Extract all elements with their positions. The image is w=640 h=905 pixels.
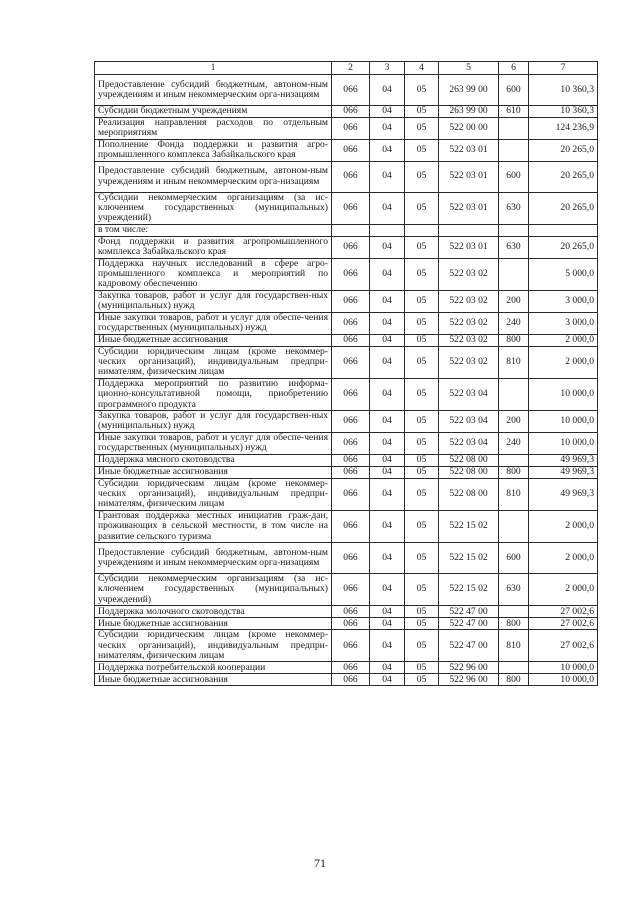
row-expense-type <box>499 662 529 674</box>
row-target-article: 263 99 00 <box>439 75 499 106</box>
budget-table <box>94 61 598 686</box>
row-target-article: 522 96 00 <box>439 662 499 674</box>
row-amount: 49 969,3 <box>529 454 598 466</box>
table-row <box>95 236 598 258</box>
row-expense-type <box>499 510 529 542</box>
header-col-2: 2 <box>332 62 370 75</box>
row-section: 04 <box>370 662 405 674</box>
table-row <box>95 410 598 432</box>
row-subsection: 05 <box>405 410 439 432</box>
row-section: 04 <box>370 466 405 478</box>
row-admin-code: 066 <box>332 378 370 410</box>
table-row <box>95 618 598 630</box>
row-name: Грантовая поддержка местных инициатив граж-дан, проживающих в сельской местности, в том числе на развитие сельского туризма <box>95 510 332 542</box>
row-subsection: 05 <box>405 543 439 574</box>
row-target-article: 522 03 04 <box>439 410 499 432</box>
table-row <box>95 161 598 192</box>
table-row <box>95 258 598 290</box>
row-subsection: 05 <box>405 478 439 510</box>
row-expense-type: 810 <box>499 346 529 378</box>
row-target-article: 263 99 00 <box>439 106 499 118</box>
row-amount: 20 265,0 <box>529 192 598 224</box>
row-name: Закупка товаров, работ и услуг для государствен-ных (муниципальных) нужд <box>95 410 332 432</box>
row-admin-code: 066 <box>332 454 370 466</box>
row-section: 04 <box>370 236 405 258</box>
table-row <box>95 334 598 346</box>
row-name: Иные бюджетные ассигнования <box>95 334 332 346</box>
row-name: Фонд поддержки и развития агропромышленного комплекса Забайкальского края <box>95 236 332 258</box>
row-expense-type: 630 <box>499 574 529 606</box>
row-expense-type <box>499 454 529 466</box>
row-subsection: 05 <box>405 118 439 140</box>
row-target-article: 522 08 00 <box>439 478 499 510</box>
table-row <box>95 454 598 466</box>
row-expense-type: 600 <box>499 543 529 574</box>
row-subsection: 05 <box>405 454 439 466</box>
row-name: Иные бюджетные ассигнования <box>95 466 332 478</box>
row-name: Поддержка потребительской кооперации <box>95 662 332 674</box>
row-expense-type: 600 <box>499 75 529 106</box>
row-subsection: 05 <box>405 139 439 161</box>
row-subsection: 05 <box>405 334 439 346</box>
row-amount: 10 000,0 <box>529 378 598 410</box>
row-target-article: 522 08 00 <box>439 454 499 466</box>
row-section: 04 <box>370 334 405 346</box>
row-section: 04 <box>370 606 405 618</box>
row-target-article: 522 15 02 <box>439 510 499 542</box>
row-subsection: 05 <box>405 312 439 334</box>
row-expense-type: 600 <box>499 161 529 192</box>
row-amount: 10 000,0 <box>529 410 598 432</box>
row-subsection: 05 <box>405 432 439 454</box>
row-amount: 10 360,3 <box>529 75 598 106</box>
row-target-article: 522 03 01 <box>439 161 499 192</box>
row-admin-code: 066 <box>332 75 370 106</box>
row-admin-code: 066 <box>332 478 370 510</box>
row-subsection: 05 <box>405 510 439 542</box>
row-amount: 2 000,0 <box>529 543 598 574</box>
row-expense-type: 200 <box>499 290 529 312</box>
row-section: 04 <box>370 410 405 432</box>
row-admin-code: 066 <box>332 618 370 630</box>
row-name: Субсидии юридическим лицам (кроме некоммер-ческих организаций), индивидуальным предпри-нимателям, физическим лицам <box>95 478 332 510</box>
row-subsection: 05 <box>405 75 439 106</box>
row-name: Предоставление субсидий бюджетным, автоном-ным учреждениям и иным некоммерческим орга-низациям <box>95 543 332 574</box>
header-col-4: 4 <box>405 62 439 75</box>
row-target-article: 522 03 02 <box>439 334 499 346</box>
row-subsection: 05 <box>405 378 439 410</box>
row-section: 04 <box>370 574 405 606</box>
row-expense-type: 200 <box>499 410 529 432</box>
row-admin-code: 066 <box>332 312 370 334</box>
row-target-article: 522 47 00 <box>439 618 499 630</box>
row-target-article: 522 15 02 <box>439 543 499 574</box>
table-row <box>95 346 598 378</box>
row-amount: 2 000,0 <box>529 510 598 542</box>
table-row <box>95 75 598 106</box>
row-target-article: 522 03 02 <box>439 258 499 290</box>
row-expense-type <box>499 258 529 290</box>
row-expense-type: 240 <box>499 312 529 334</box>
row-subsection: 05 <box>405 606 439 618</box>
table-row <box>95 432 598 454</box>
row-section: 04 <box>370 106 405 118</box>
row-admin-code <box>332 224 370 236</box>
row-name: Пополнение Фонда поддержки и развития агро-промышленного комплекса Забайкальского края <box>95 139 332 161</box>
header-col-1: 1 <box>95 62 332 75</box>
row-subsection: 05 <box>405 674 439 686</box>
table-row <box>95 378 598 410</box>
row-admin-code: 066 <box>332 106 370 118</box>
header-col-7: 7 <box>529 62 598 75</box>
row-expense-type: 610 <box>499 106 529 118</box>
row-section: 04 <box>370 118 405 140</box>
row-admin-code: 066 <box>332 192 370 224</box>
table-row <box>95 224 598 236</box>
row-section: 04 <box>370 454 405 466</box>
table-row <box>95 606 598 618</box>
row-target-article: 522 03 04 <box>439 378 499 410</box>
row-admin-code: 066 <box>332 139 370 161</box>
row-expense-type: 800 <box>499 334 529 346</box>
row-section: 04 <box>370 543 405 574</box>
row-name: Поддержка мясного скотоводства <box>95 454 332 466</box>
row-section: 04 <box>370 75 405 106</box>
row-target-article: 522 00 00 <box>439 118 499 140</box>
row-amount: 20 265,0 <box>529 161 598 192</box>
table-row <box>95 510 598 542</box>
row-section <box>370 224 405 236</box>
row-amount: 10 000,0 <box>529 662 598 674</box>
row-section: 04 <box>370 674 405 686</box>
row-name: Субсидии юридическим лицам (кроме некоммер-ческих организаций), индивидуальным предпри-нимателям, физическим лицам <box>95 346 332 378</box>
row-name: Поддержка молочного скотоводства <box>95 606 332 618</box>
row-section: 04 <box>370 478 405 510</box>
row-expense-type: 810 <box>499 630 529 662</box>
row-subsection: 05 <box>405 618 439 630</box>
row-admin-code: 066 <box>332 432 370 454</box>
row-admin-code: 066 <box>332 574 370 606</box>
row-admin-code: 066 <box>332 334 370 346</box>
row-name: Закупка товаров, работ и услуг для государствен-ных (муниципальных) нужд <box>95 290 332 312</box>
row-amount: 20 265,0 <box>529 236 598 258</box>
row-expense-type: 630 <box>499 192 529 224</box>
row-subsection: 05 <box>405 161 439 192</box>
row-name: Поддержка мероприятий по развитию информа-ционно-консультативной помощи, приобретению программного продукта <box>95 378 332 410</box>
row-target-article: 522 47 00 <box>439 606 499 618</box>
row-target-article: 522 03 02 <box>439 346 499 378</box>
row-section: 04 <box>370 378 405 410</box>
table-row <box>95 478 598 510</box>
row-admin-code: 066 <box>332 510 370 542</box>
row-section: 04 <box>370 346 405 378</box>
row-subsection: 05 <box>405 662 439 674</box>
row-target-article: 522 96 00 <box>439 674 499 686</box>
row-target-article: 522 03 04 <box>439 432 499 454</box>
row-name: Поддержка научных исследований в сфере агро-промышленного комплекса и мероприятий по кадровому обеспечению <box>95 258 332 290</box>
row-name: Субсидии некоммерческим организациям (за ис-ключением государственных (муниципальных) учреждений) <box>95 574 332 606</box>
row-target-article <box>439 224 499 236</box>
row-subsection <box>405 224 439 236</box>
row-subsection: 05 <box>405 466 439 478</box>
row-section: 04 <box>370 161 405 192</box>
table-row <box>95 118 598 140</box>
table-body <box>95 75 598 686</box>
row-section: 04 <box>370 139 405 161</box>
row-section: 04 <box>370 432 405 454</box>
row-expense-type: 630 <box>499 236 529 258</box>
row-name: в том числе: <box>95 224 332 236</box>
row-name: Предоставление субсидий бюджетным, автоном-ным учреждениям и иным некоммерческим орга-низациям <box>95 161 332 192</box>
row-section: 04 <box>370 618 405 630</box>
row-amount: 49 969,3 <box>529 466 598 478</box>
row-subsection: 05 <box>405 574 439 606</box>
row-expense-type <box>499 139 529 161</box>
row-admin-code: 066 <box>332 346 370 378</box>
row-target-article: 522 03 01 <box>439 139 499 161</box>
row-expense-type: 800 <box>499 466 529 478</box>
row-section: 04 <box>370 192 405 224</box>
table-row <box>95 662 598 674</box>
row-target-article: 522 03 01 <box>439 192 499 224</box>
row-amount: 27 002,6 <box>529 618 598 630</box>
row-section: 04 <box>370 290 405 312</box>
row-admin-code: 066 <box>332 236 370 258</box>
row-target-article: 522 08 00 <box>439 466 499 478</box>
row-subsection: 05 <box>405 236 439 258</box>
header-col-5: 5 <box>439 62 499 75</box>
row-name: Иные бюджетные ассигнования <box>95 618 332 630</box>
row-amount: 27 002,6 <box>529 630 598 662</box>
row-amount: 20 265,0 <box>529 139 598 161</box>
row-subsection: 05 <box>405 192 439 224</box>
row-name: Иные закупки товаров, работ и услуг для обеспе-чения государственных (муниципальных) нужд <box>95 432 332 454</box>
row-expense-type <box>499 224 529 236</box>
row-target-article: 522 47 00 <box>439 630 499 662</box>
row-subsection: 05 <box>405 346 439 378</box>
row-expense-type <box>499 118 529 140</box>
row-name: Предоставление субсидий бюджетным, автоном-ным учреждениям и иным некоммерческим орга-низациям <box>95 75 332 106</box>
row-subsection: 05 <box>405 106 439 118</box>
row-target-article: 522 03 02 <box>439 290 499 312</box>
row-admin-code: 066 <box>332 290 370 312</box>
row-amount: 5 000,0 <box>529 258 598 290</box>
row-admin-code: 066 <box>332 630 370 662</box>
table-row <box>95 290 598 312</box>
row-amount: 3 000,0 <box>529 312 598 334</box>
table-row <box>95 543 598 574</box>
header-col-6: 6 <box>499 62 529 75</box>
table-header-row <box>95 62 598 75</box>
row-amount: 2 000,0 <box>529 334 598 346</box>
row-amount: 10 360,3 <box>529 106 598 118</box>
row-name: Иные закупки товаров, работ и услуг для обеспе-чения государственных (муниципальных) нужд <box>95 312 332 334</box>
row-section: 04 <box>370 312 405 334</box>
row-target-article: 522 03 02 <box>439 312 499 334</box>
row-admin-code: 066 <box>332 161 370 192</box>
table-row <box>95 674 598 686</box>
row-expense-type: 800 <box>499 618 529 630</box>
table-row <box>95 139 598 161</box>
row-amount: 3 000,0 <box>529 290 598 312</box>
row-target-article: 522 15 02 <box>439 574 499 606</box>
page-number: 71 <box>314 856 326 870</box>
row-name: Субсидии некоммерческим организациям (за ис-ключением государственных (муниципальных) учреждений) <box>95 192 332 224</box>
row-admin-code: 066 <box>332 662 370 674</box>
table-row <box>95 574 598 606</box>
row-admin-code: 066 <box>332 606 370 618</box>
row-amount: 10 000,0 <box>529 674 598 686</box>
row-expense-type: 810 <box>499 478 529 510</box>
table-row <box>95 106 598 118</box>
row-amount: 27 002,6 <box>529 606 598 618</box>
row-amount: 10 000,0 <box>529 432 598 454</box>
row-subsection: 05 <box>405 630 439 662</box>
row-section: 04 <box>370 510 405 542</box>
row-amount: 124 236,9 <box>529 118 598 140</box>
row-expense-type: 800 <box>499 674 529 686</box>
table-row <box>95 466 598 478</box>
row-amount: 49 969,3 <box>529 478 598 510</box>
row-name: Иные бюджетные ассигнования <box>95 674 332 686</box>
row-section: 04 <box>370 630 405 662</box>
row-target-article: 522 03 01 <box>439 236 499 258</box>
table-row <box>95 312 598 334</box>
row-amount: 2 000,0 <box>529 346 598 378</box>
row-amount: 2 000,0 <box>529 574 598 606</box>
row-section: 04 <box>370 258 405 290</box>
row-name: Субсидии юридическим лицам (кроме некоммер-ческих организаций), индивидуальным предпри-нимателям, физическим лицам <box>95 630 332 662</box>
row-admin-code: 066 <box>332 118 370 140</box>
table-row <box>95 192 598 224</box>
row-expense-type <box>499 606 529 618</box>
row-name: Реализация направления расходов по отдельным мероприятиям <box>95 118 332 140</box>
header-col-3: 3 <box>370 62 405 75</box>
row-expense-type <box>499 378 529 410</box>
row-amount <box>529 224 598 236</box>
row-expense-type: 240 <box>499 432 529 454</box>
row-admin-code: 066 <box>332 674 370 686</box>
row-admin-code: 066 <box>332 410 370 432</box>
table-row <box>95 630 598 662</box>
row-admin-code: 066 <box>332 543 370 574</box>
row-admin-code: 066 <box>332 258 370 290</box>
row-subsection: 05 <box>405 290 439 312</box>
row-admin-code: 066 <box>332 466 370 478</box>
row-name: Субсидии бюджетным учреждениям <box>95 106 332 118</box>
row-subsection: 05 <box>405 258 439 290</box>
